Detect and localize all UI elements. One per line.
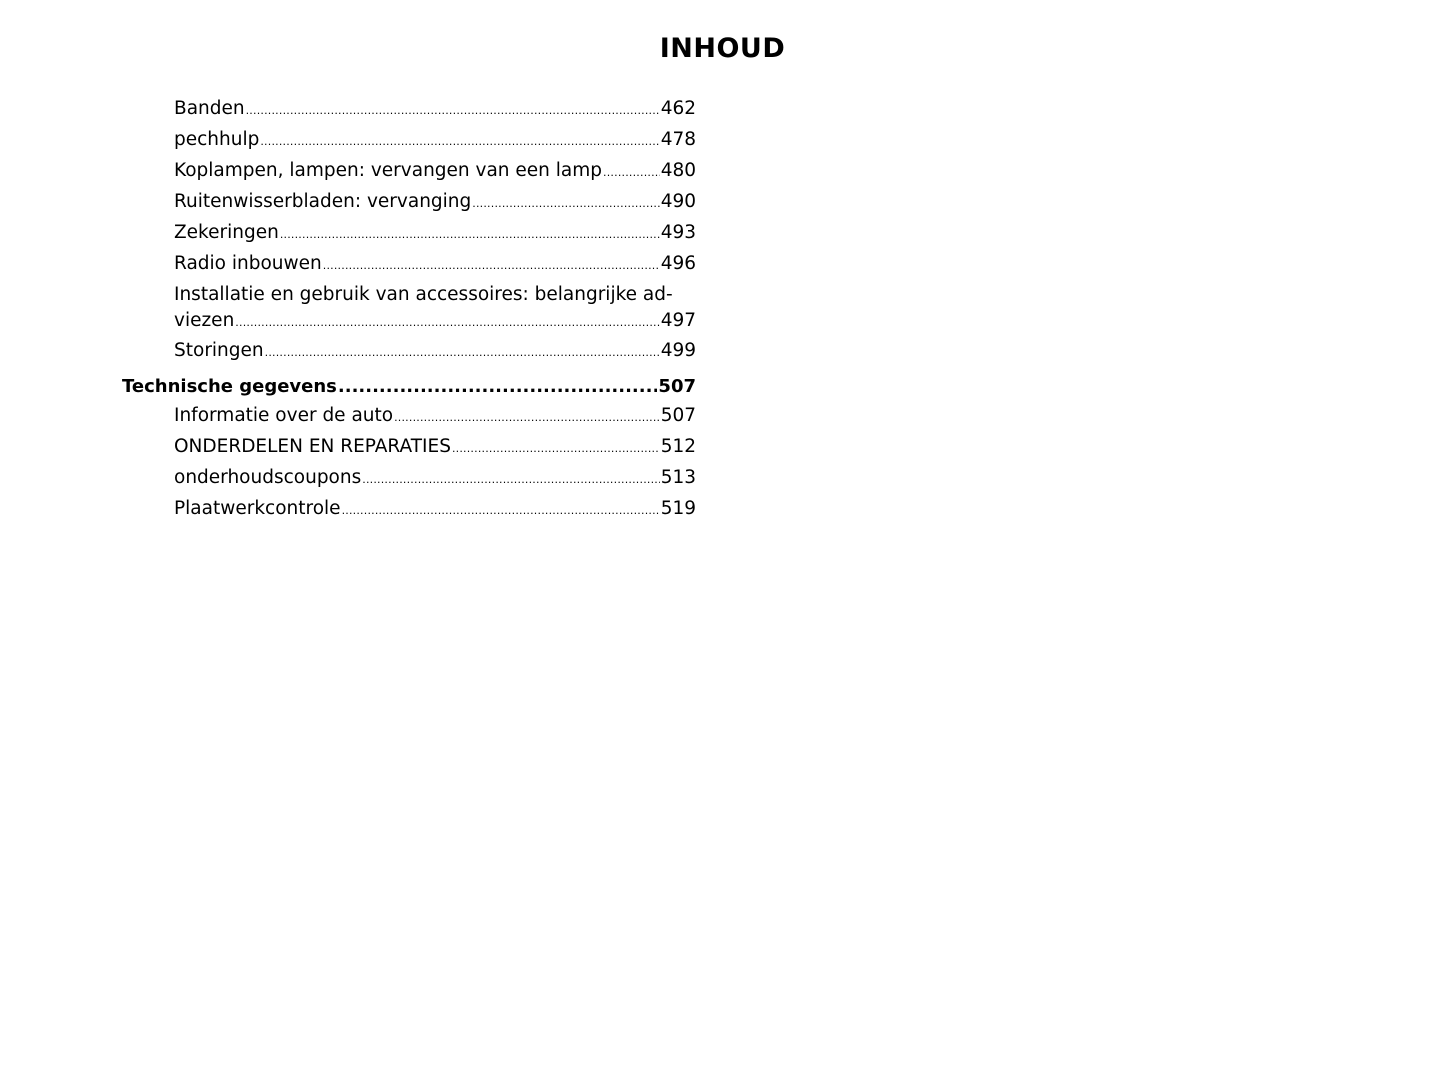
toc-entry-radio-inbouwen[interactable] xyxy=(122,249,696,280)
toc-entry-label: Banden xyxy=(174,98,245,119)
dot-leader xyxy=(603,158,660,187)
toc-page-number: 499 xyxy=(660,340,696,361)
toc-entry-onderdelen-en-reparaties[interactable] xyxy=(122,432,696,463)
toc-entry-banden[interactable] xyxy=(122,94,696,125)
toc-page-number: 493 xyxy=(660,222,696,243)
toc-entry-koplampen[interactable] xyxy=(122,156,696,187)
toc-entry-label-line2: viezen xyxy=(174,310,235,331)
dot-leader xyxy=(260,127,659,156)
dot-leader xyxy=(452,434,660,463)
toc-entry-label: Ruitenwisserbladen: vervanging xyxy=(174,191,472,212)
toc-entry-zekeringen[interactable] xyxy=(122,218,696,249)
toc-page-number: 507 xyxy=(660,405,696,426)
toc-page-number: 496 xyxy=(660,253,696,274)
toc-entry-accessoires[interactable] xyxy=(122,282,696,336)
toc-entry-label: pechhulp xyxy=(174,129,260,150)
dot-leader xyxy=(338,372,658,401)
toc-entry-label: Koplampen, lampen: vervangen van een lamp xyxy=(174,160,603,181)
dot-leader xyxy=(342,496,660,525)
page-title: INHOUD xyxy=(659,33,786,64)
toc-page-number: 480 xyxy=(660,160,696,181)
toc-entry-label: Informatie over de auto xyxy=(174,405,394,426)
table-of-contents xyxy=(122,94,696,525)
toc-page-number: 512 xyxy=(660,436,696,457)
dot-leader xyxy=(323,251,660,280)
toc-page-number: 490 xyxy=(660,191,696,212)
toc-entry-pechhulp[interactable] xyxy=(122,125,696,156)
toc-entry-label: Plaatwerkcontrole xyxy=(174,498,341,519)
toc-entry-informatie-over-de-auto[interactable] xyxy=(122,401,696,432)
toc-page-number: 462 xyxy=(660,98,696,119)
toc-entry-label-line1: Installatie en gebruik van accessoires: belangrijke ad- xyxy=(174,284,673,305)
toc-page-number: 497 xyxy=(660,310,696,331)
toc-entry-label-line2-row xyxy=(174,308,696,336)
dot-leader xyxy=(235,310,659,336)
toc-entry-label: Zekeringen xyxy=(174,222,279,243)
toc-entry-onderhoudscoupons[interactable] xyxy=(122,463,696,494)
toc-entry-ruitenwisserbladen[interactable] xyxy=(122,187,696,218)
toc-entry-label: Storingen xyxy=(174,340,264,361)
toc-page-number: 507 xyxy=(658,376,696,397)
toc-section-technische-gegevens[interactable] xyxy=(122,372,696,401)
toc-entry-label: onderhoudscoupons xyxy=(174,467,362,488)
toc-page-number: 478 xyxy=(660,129,696,150)
toc-entry-plaatwerkcontrole[interactable] xyxy=(122,494,696,525)
dot-leader xyxy=(394,403,660,432)
dot-leader xyxy=(280,220,660,249)
dot-leader xyxy=(265,338,660,367)
toc-page-number: 513 xyxy=(660,467,696,488)
dot-leader xyxy=(472,189,659,218)
toc-section-label: Technische gegevens xyxy=(122,376,337,397)
toc-entry-label: ONDERDELEN EN REPARATIES xyxy=(174,436,451,457)
dot-leader xyxy=(362,465,659,494)
toc-entry-label: Radio inbouwen xyxy=(174,253,322,274)
toc-page-number: 519 xyxy=(660,498,696,519)
toc-entry-storingen[interactable] xyxy=(122,336,696,367)
dot-leader xyxy=(246,96,660,125)
